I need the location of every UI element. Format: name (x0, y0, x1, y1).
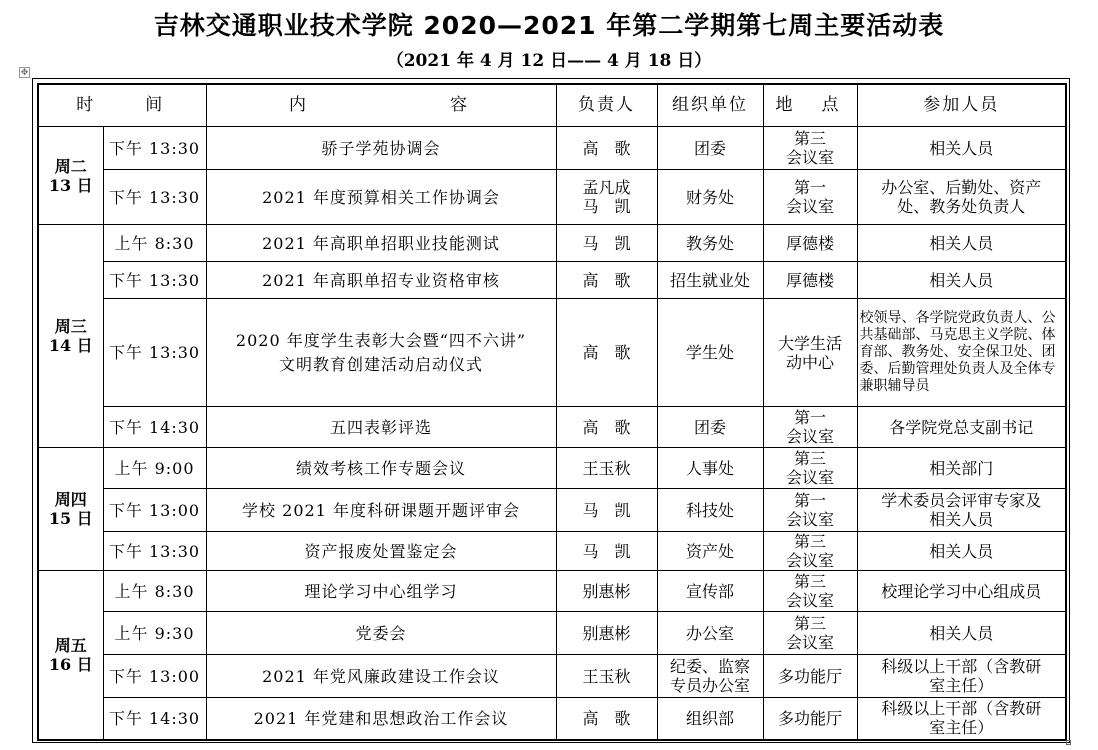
header-content: 内 容 (206, 84, 556, 127)
owner-cell: 孟凡成 马 凯 (556, 170, 657, 225)
header-attendees: 参加人员 (857, 84, 1066, 127)
time-cell: 上午 8:30 (103, 225, 206, 262)
owner-cell: 高 歌 (556, 698, 657, 740)
header-owner: 负责人 (556, 84, 657, 127)
content-cell: 骄子学苑协调会 (206, 127, 556, 170)
place-cell: 第一 会议室 (763, 489, 857, 532)
time-cell: 下午 13:30 (103, 170, 206, 225)
place-cell: 第三 会议室 (763, 612, 857, 655)
day-friday: 周五 16 日 (38, 571, 103, 740)
org-cell: 办公室 (657, 612, 763, 655)
owner-cell: 马 凯 (556, 489, 657, 532)
content-cell: 理论学习中心组学习 (206, 571, 556, 612)
place-cell: 第一 会议室 (763, 170, 857, 225)
attendees-cell: 科级以上干部（含教研 室主任） (857, 698, 1066, 740)
org-cell: 学生处 (657, 299, 763, 407)
time-cell: 下午 13:30 (103, 532, 206, 571)
table-row (38, 299, 1066, 407)
place-cell: 第一 会议室 (763, 407, 857, 448)
day-thursday: 周四 15 日 (38, 448, 103, 571)
place-cell: 第三 会议室 (763, 448, 857, 489)
content-cell: 2020 年度学生表彰大会暨“四不六讲” 文明教育创建活动启动仪式 (206, 299, 556, 407)
content-cell: 2021 年度预算相关工作协调会 (206, 170, 556, 225)
header-time: 时 间 (38, 84, 206, 127)
header-place: 地 点 (763, 84, 857, 127)
content-cell: 2021 年高职单招专业资格审核 (206, 262, 556, 299)
place-cell: 第三 会议室 (763, 571, 857, 612)
attendees-cell: 相关部门 (857, 448, 1066, 489)
time-cell: 下午 14:30 (103, 407, 206, 448)
owner-cell: 马 凯 (556, 225, 657, 262)
attendees-cell: 相关人员 (857, 532, 1066, 571)
content-cell: 学校 2021 年度科研课题开题评审会 (206, 489, 556, 532)
header-row (38, 84, 1066, 127)
time-cell: 下午 13:30 (103, 127, 206, 170)
org-cell: 财务处 (657, 170, 763, 225)
owner-cell: 高 歌 (556, 407, 657, 448)
time-cell: 下午 14:30 (103, 698, 206, 740)
time-cell: 下午 13:30 (103, 299, 206, 407)
owner-cell: 高 歌 (556, 127, 657, 170)
org-cell: 资产处 (657, 532, 763, 571)
place-cell: 厚德楼 (763, 225, 857, 262)
time-cell: 下午 13:00 (103, 655, 206, 698)
org-cell: 宣传部 (657, 571, 763, 612)
time-cell: 下午 13:30 (103, 262, 206, 299)
org-cell: 科技处 (657, 489, 763, 532)
org-cell: 组织部 (657, 698, 763, 740)
attendees-cell: 相关人员 (857, 225, 1066, 262)
table-row (38, 489, 1066, 532)
owner-cell: 王玉秋 (556, 655, 657, 698)
org-cell: 教务处 (657, 225, 763, 262)
org-cell: 纪委、监察 专员办公室 (657, 655, 763, 698)
owner-cell: 别惠彬 (556, 571, 657, 612)
attendees-cell: 学术委员会评审专家及 相关人员 (857, 489, 1066, 532)
content-cell: 2021 年党风廉政建设工作会议 (206, 655, 556, 698)
content-cell: 绩效考核工作专题会议 (206, 448, 556, 489)
time-cell: 上午 8:30 (103, 571, 206, 612)
table-row (38, 655, 1066, 698)
owner-cell: 高 歌 (556, 262, 657, 299)
attendees-cell: 相关人员 (857, 262, 1066, 299)
date-range-subtitle: （2021 年 4 月 12 日—— 4 月 18 日） (386, 51, 712, 71)
org-cell: 团委 (657, 407, 763, 448)
time-cell: 上午 9:00 (103, 448, 206, 489)
owner-cell: 马 凯 (556, 532, 657, 571)
table-row (38, 532, 1066, 571)
attendees-cell: 相关人员 (857, 127, 1066, 170)
attendees-cell: 各学院党总支副书记 (857, 407, 1066, 448)
org-cell: 团委 (657, 127, 763, 170)
place-cell: 大学生活 动中心 (763, 299, 857, 407)
header-org: 组织单位 (657, 84, 763, 127)
org-cell: 人事处 (657, 448, 763, 489)
table-row (38, 225, 1066, 262)
time-cell: 下午 13:00 (103, 489, 206, 532)
page-title: 吉林交通职业技术学院 2020—2021 年第二学期第七周主要活动表 (153, 11, 945, 40)
day-wednesday: 周三 14 日 (38, 225, 103, 448)
attendees-cell: 校领导、各学院党政负责人、公共基础部、马克思主义学院、体育部、教务处、安全保卫处、团委、后勤管理处负责人及全体专兼职辅导员 (857, 299, 1066, 407)
table-row (38, 127, 1066, 170)
place-cell: 第三 会议室 (763, 127, 857, 170)
org-cell: 招生就业处 (657, 262, 763, 299)
activity-schedule-table (37, 83, 1067, 741)
content-cell: 资产报废处置鉴定会 (206, 532, 556, 571)
time-cell: 上午 9:30 (103, 612, 206, 655)
content-cell: 2021 年高职单招职业技能测试 (206, 225, 556, 262)
day-tuesday: 周二 13 日 (38, 127, 103, 225)
table-row (38, 612, 1066, 655)
table-row (38, 170, 1066, 225)
owner-cell: 王玉秋 (556, 448, 657, 489)
owner-cell: 高 歌 (556, 299, 657, 407)
table-row (38, 407, 1066, 448)
place-cell: 厚德楼 (763, 262, 857, 299)
place-cell: 多功能厅 (763, 655, 857, 698)
table-row (38, 262, 1066, 299)
table-resize-handle[interactable] (1066, 740, 1071, 745)
attendees-cell: 办公室、后勤处、资产 处、教务处负责人 (857, 170, 1066, 225)
table-row (38, 571, 1066, 612)
table-row (38, 448, 1066, 489)
attendees-cell: 科级以上干部（含教研 室主任） (857, 655, 1066, 698)
owner-cell: 别惠彬 (556, 612, 657, 655)
content-cell: 五四表彰评选 (206, 407, 556, 448)
place-cell: 多功能厅 (763, 698, 857, 740)
attendees-cell: 校理论学习中心组成员 (857, 571, 1066, 612)
content-cell: 2021 年党建和思想政治工作会议 (206, 698, 556, 740)
content-cell: 党委会 (206, 612, 556, 655)
attendees-cell: 相关人员 (857, 612, 1066, 655)
table-row (38, 698, 1066, 740)
table-move-handle-icon[interactable]: ✥ (20, 68, 29, 78)
place-cell: 第三 会议室 (763, 532, 857, 571)
